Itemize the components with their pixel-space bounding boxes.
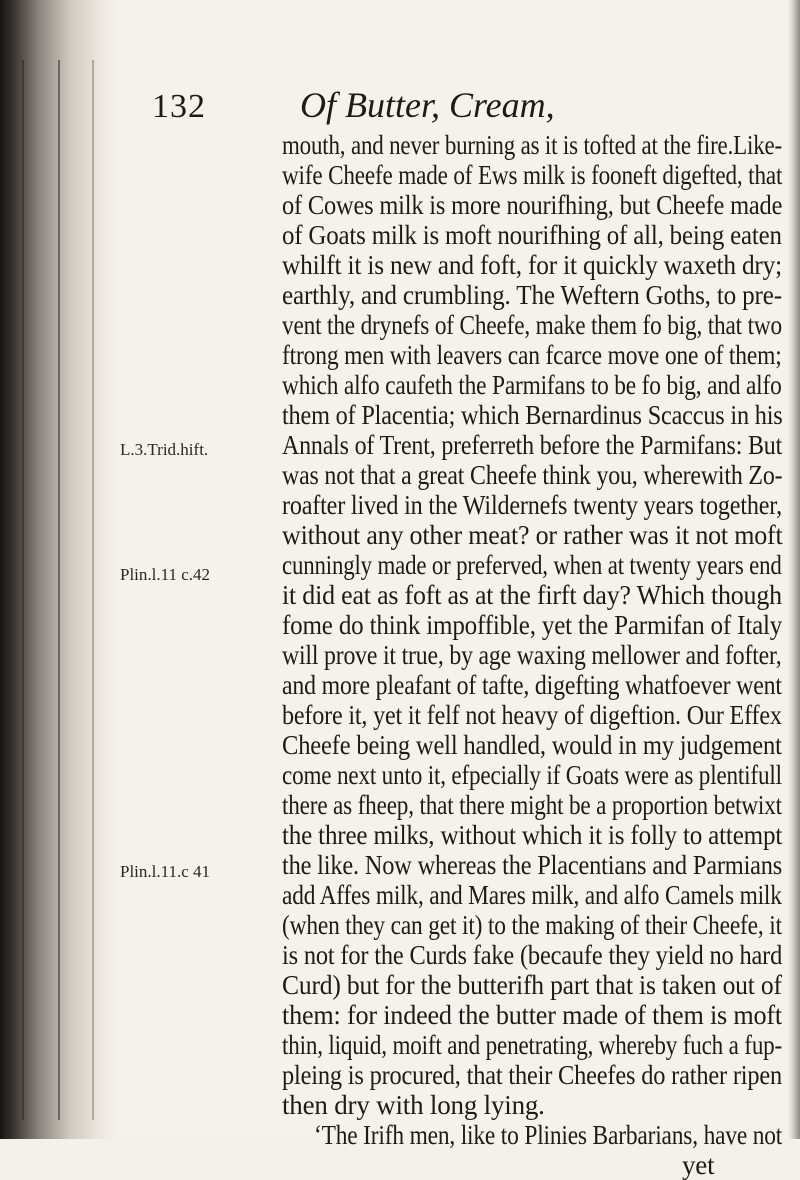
text-line: which alfo caufeth the Parmifans to be fo big, and alfo — [282, 370, 782, 400]
text-line: cunningly made or preferved, when at twenty years end — [282, 550, 782, 580]
text-line: come next unto it, efpecially if Goats were as plentifull — [282, 760, 782, 790]
gutter-shadow-line — [58, 60, 60, 1120]
text-line: is not for the Curds fake (becaufe they yield no hard — [282, 940, 783, 970]
text-line: it did eat as foft as at the firft day? Which though — [282, 580, 782, 610]
text-line: pleing is procured, that their Cheefes do rather ripen — [282, 1060, 783, 1090]
text-line: there as fheep, that there might be a proportion betwixt — [282, 790, 782, 820]
text-line: then dry with long lying. — [282, 1090, 545, 1120]
text-line: without any other meat? or rather was it not moft — [282, 520, 783, 550]
margin-note: Plin.l.11.c 41 — [120, 862, 211, 881]
text-line: fome do think impoffible, yet the Parmifan of Italy — [282, 610, 783, 640]
margin-note: L.3.Trid.hift. — [120, 440, 209, 459]
text-line: earthly, and crumbling. The Weftern Goths, to pre- — [282, 280, 782, 310]
gutter-shadow-line — [92, 60, 94, 1120]
text-line: (when they can get it) to the making of their Cheefe, it — [282, 910, 782, 940]
text-line: roafter lived in the Wildernefs twenty years together, — [282, 490, 783, 520]
catchword: yet — [682, 1150, 715, 1180]
text-line: them: for indeed the butter made of them is moft — [282, 1000, 783, 1030]
text-line: the like. Now whereas the Placentians and Parmians — [282, 850, 783, 880]
page-edge — [788, 0, 800, 1139]
gutter-shadow-line — [22, 60, 24, 1120]
text-line: vent the drynefs of Cheefe, make them fo big, that two — [282, 310, 782, 340]
text-line: add Affes milk, and Mares milk, and alfo Camels milk — [282, 880, 782, 910]
text-line: ftrong men with leavers can fcarce move one of them; — [282, 340, 782, 370]
running-head: Of Butter, Cream, — [300, 85, 555, 125]
text-line: Cheefe being well handled, would in my judgement — [282, 730, 782, 760]
text-line: was not that a great Cheefe think you, wherewith Zo- — [282, 460, 783, 490]
text-line: before it, yet it felf not heavy of digeftion. Our Effex — [282, 700, 782, 730]
text-line: Annals of Trent, preferreth before the Parmifans: But — [282, 430, 783, 460]
text-line: will prove it true, by age waxing mellower and fofter, — [282, 640, 782, 670]
text-line: thin, liquid, moift and penetrating, whereby fuch a fup- — [282, 1030, 783, 1060]
page-header — [0, 0, 800, 125]
text-line: the three milks, without which it is folly to attempt — [282, 820, 783, 850]
text-line: of Cowes milk is more nourifhing, but Cheefe made — [282, 190, 783, 220]
text-line: Curd) but for the butterifh part that is taken out of — [282, 970, 782, 1000]
text-line: whilft it is new and foft, for it quickly waxeth dry; — [282, 250, 782, 280]
text-line: wife Cheefe made of Ews milk is fooneft digefted, that — [282, 160, 783, 190]
margin-note: Plin.l.11 c.42 — [120, 565, 211, 584]
page-number: 132 — [152, 88, 206, 125]
text-line: them of Placentia; which Bernardinus Scaccus in his — [282, 400, 783, 430]
text-line: ‘The Irifh men, like to Plinies Barbarians, have not — [314, 1120, 783, 1150]
text-line: mouth, and never burning as it is tofted at the fire.Like- — [282, 130, 782, 160]
text-line: and more pleafant of tafte, digefting whatfoever went — [282, 670, 782, 700]
binding-gutter — [0, 0, 118, 1139]
text-line: of Goats milk is moft nourifhing of all, being eaten — [282, 220, 782, 250]
